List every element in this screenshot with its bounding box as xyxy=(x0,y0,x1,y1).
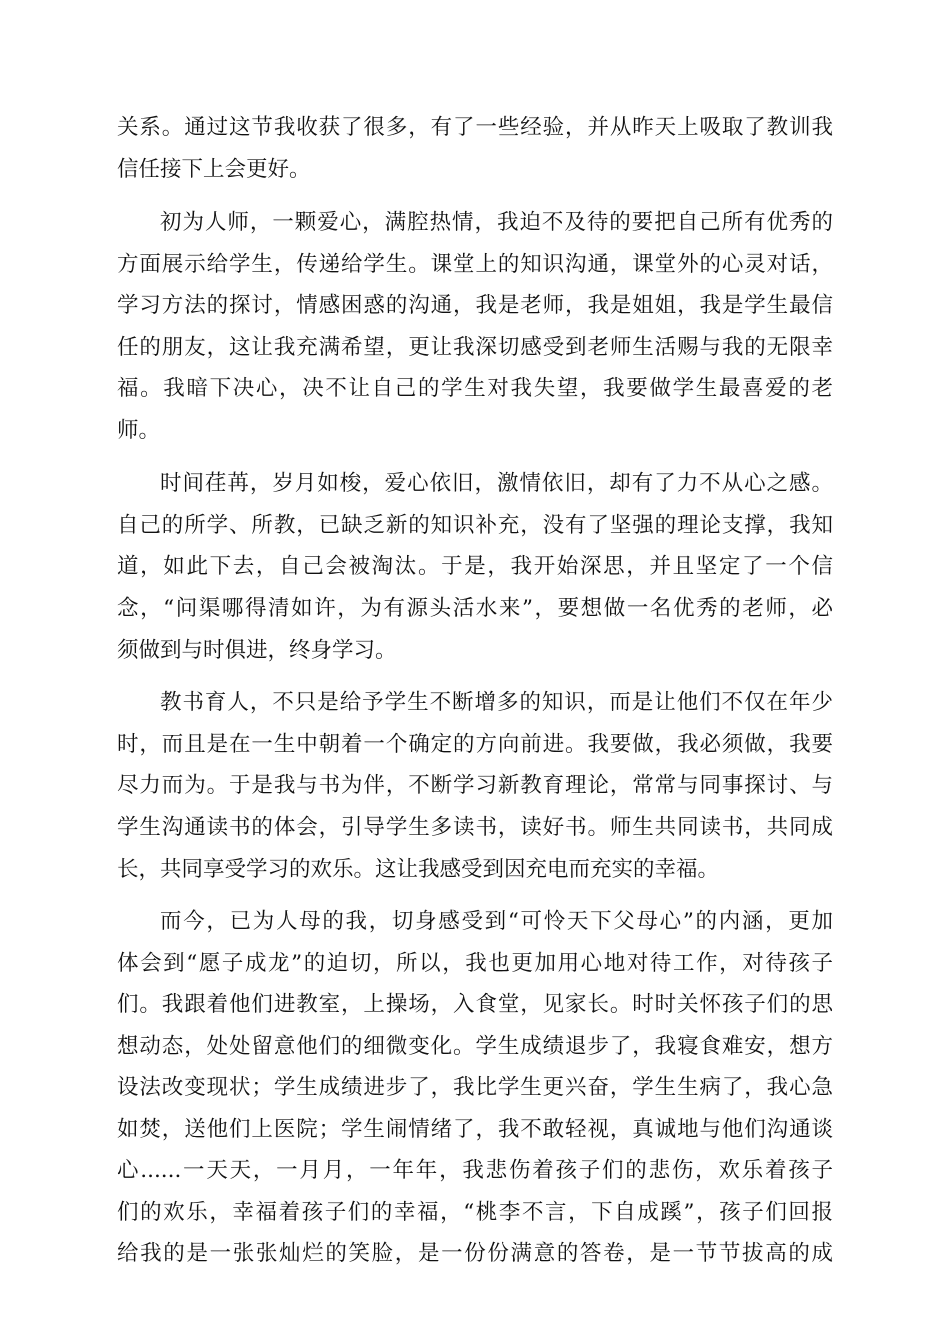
text-line: 任的朋友，这让我充满希望，更让我深切感受到老师生活赐与我的无限幸 xyxy=(117,335,833,360)
text-line: 念，“问渠哪得清如许，为有源头活水来”，要想做一名优秀的老师，必 xyxy=(117,596,833,621)
text-line: 时间荏苒，岁月如梭，爱心依旧，激情依旧，却有了力不从心之感。 xyxy=(160,471,833,496)
text-line: 体会到“愿子成龙”的迫切，所以，我也更加用心地对待工作，对待孩子 xyxy=(117,951,833,976)
text-line: 时，而且是在一生中朝着一个确定的方向前进。我要做，我必须做，我要 xyxy=(117,732,833,757)
text-line: 信任接下上会更好。 xyxy=(117,157,311,182)
text-line: 初为人师，一颗爱心，满腔热情，我迫不及待的要把自己所有优秀的 xyxy=(160,210,833,235)
text-line: 方面展示给学生，传递给学生。课堂上的知识沟通，课堂外的心灵对话， xyxy=(117,252,833,277)
text-line: 关系。通过这节我收获了很多，有了一些经验，并从昨天上吸取了教训我 xyxy=(117,115,833,140)
text-line: 尽力而为。于是我与书为伴，不断学习新教育理论，常常与同事探讨、与 xyxy=(117,773,833,798)
text-line: 而今，已为人母的我，切身感受到“可怜天下父母心”的内涵，更加 xyxy=(160,909,833,934)
text-line: 学生沟通读书的体会，引导学生多读书，读好书。师生共同读书，共同成 xyxy=(117,815,833,840)
text-line: 长，共同享受学习的欢乐。这让我感受到因充电而充实的幸福。 xyxy=(117,857,720,882)
text-line: 想动态，处处留意他们的细微变化。学生成绩退步了，我寝食难安，想方 xyxy=(117,1034,833,1059)
text-line: 设法改变现状；学生成绩进步了，我比学生更兴奋，学生生病了，我心急 xyxy=(117,1075,833,1100)
text-line: 学习方法的探讨，情感困惑的沟通，我是老师，我是姐姐，我是学生最信 xyxy=(117,293,833,318)
text-line: 们的欢乐，幸福着孩子们的幸福，“桃李不言，下自成蹊”，孩子们回报 xyxy=(117,1200,833,1225)
text-line: 教书育人，不只是给予学生不断增多的知识，而是让他们不仅在年少 xyxy=(160,690,833,715)
text-line: 道，如此下去，自己会被淘汰。于是，我开始深思，并且坚定了一个信 xyxy=(117,554,833,579)
text-line: 如焚，送他们上医院；学生闹情绪了，我不敢轻视，真诚地与他们沟通谈 xyxy=(117,1117,833,1142)
text-line: 心......一天天，一月月，一年年，我悲伤着孩子们的悲伤，欢乐着孩子 xyxy=(117,1158,833,1183)
text-line: 给我的是一张张灿烂的笑脸，是一份份满意的答卷，是一节节拔高的成 xyxy=(117,1241,833,1266)
text-line: 师。 xyxy=(117,418,161,443)
text-line: 们。我跟着他们进教室，上操场，入食堂，见家长。时时关怀孩子们的思 xyxy=(117,992,833,1017)
text-line: 自己的所学、所教，已缺乏新的知识补充，没有了坚强的理论支撑，我知 xyxy=(117,513,833,538)
text-line: 须做到与时俱进，终身学习。 xyxy=(117,638,397,663)
text-line: 福。我暗下决心，决不让自己的学生对我失望，我要做学生最喜爱的老 xyxy=(117,376,833,401)
